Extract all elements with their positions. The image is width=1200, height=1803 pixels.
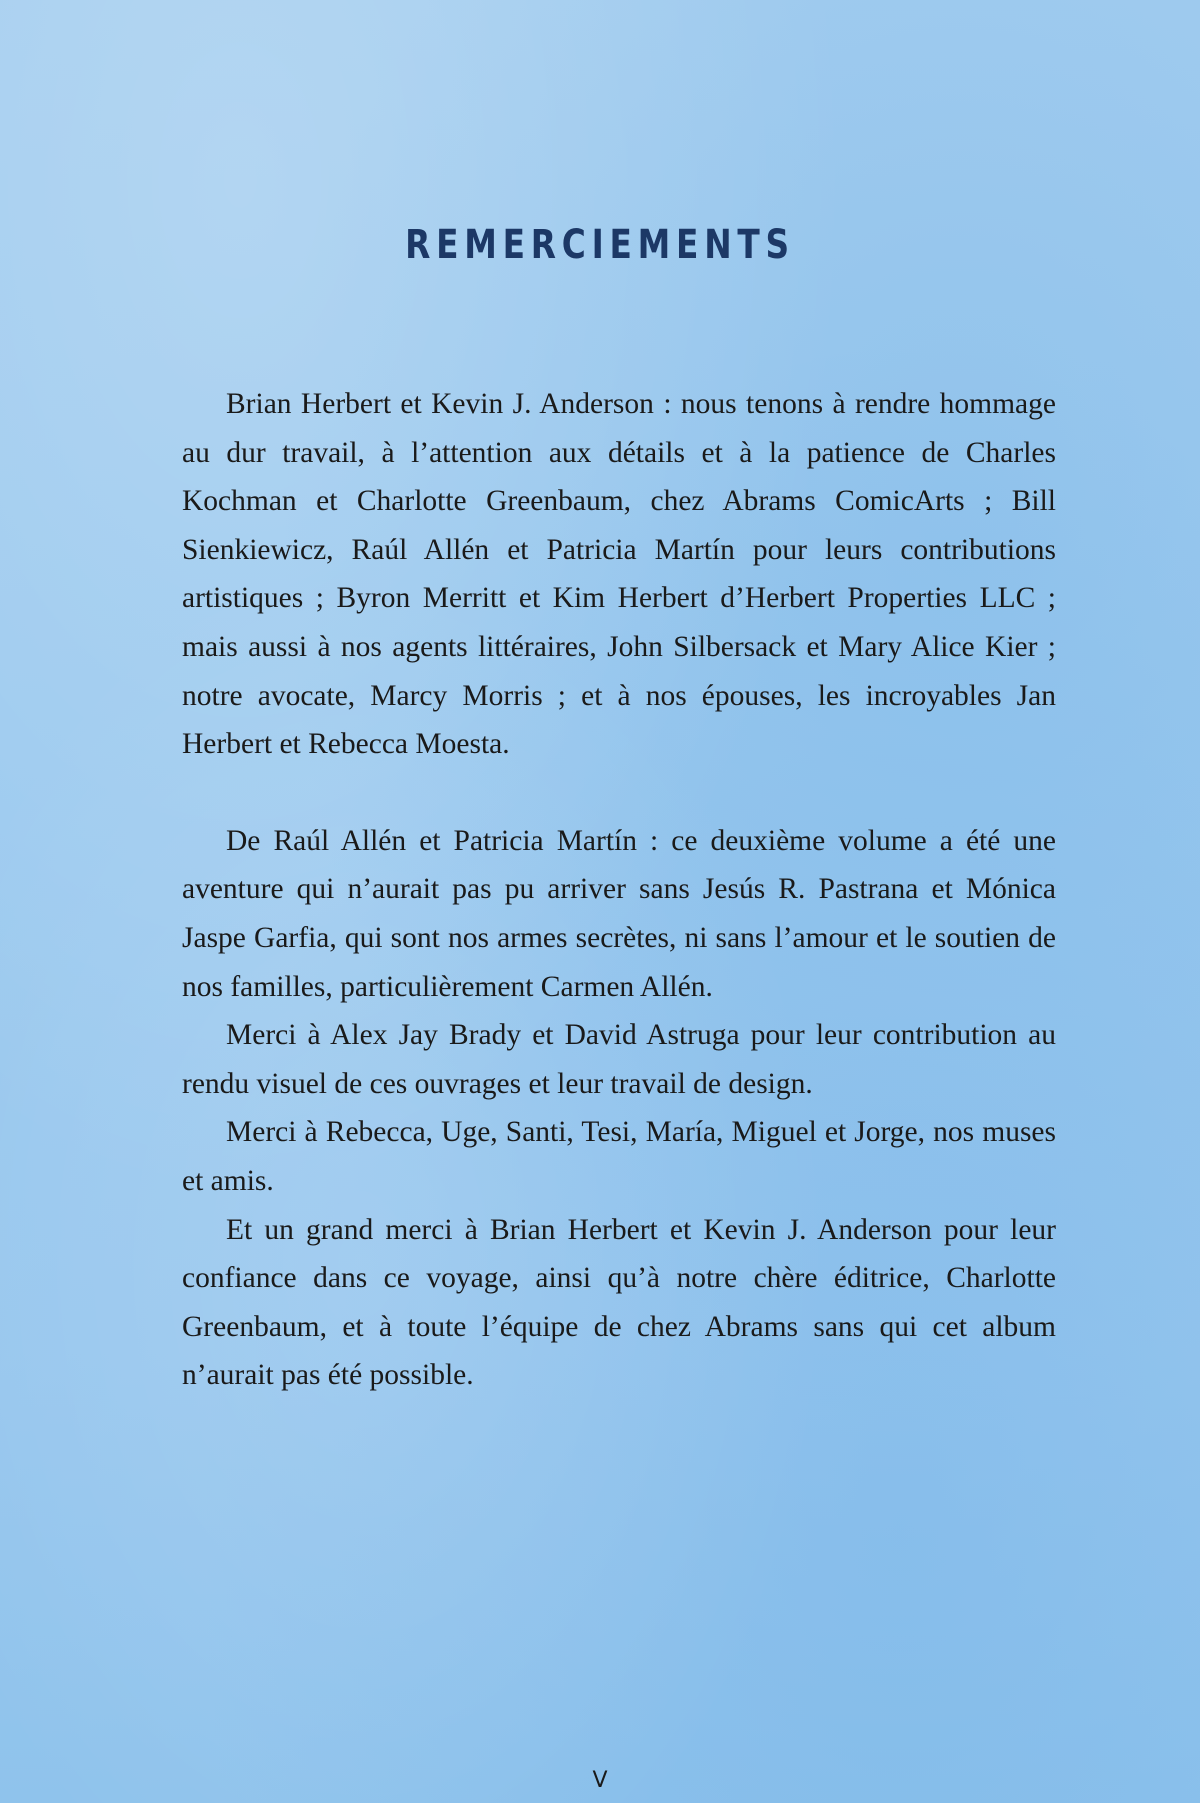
- page-title: REMERCIEMENTS: [405, 222, 795, 268]
- paragraph-design-thanks: Merci à Alex Jay Brady et David Astruga pour leur contribution au rendu visuel de ces ouvrages et leur travail de design.: [182, 1019, 1056, 1100]
- page-number: V: [592, 1768, 608, 1793]
- paragraph-artists: De Raúl Allén et Patricia Martín : ce deuxième volume a été une aventure qui n’aurait pas pu arriver sans Jesús R. Pastrana et Mónica Jaspe Garfia, qui sont nos armes secrètes, ni sans l’amour et le soutien de nos familles, particulièrement Carmen Allén.: [182, 824, 1056, 1003]
- paragraph-final-thanks: Et un grand merci à Brian Herbert et Kevin J. Anderson pour leur confiance dans ce voyage, ainsi qu’à notre chère éditrice, Charlotte Greenbaum, et à toute l’équipe de chez Abrams sans qui cet album n’aurait pas été possible.: [182, 1213, 1056, 1392]
- paragraph-muses-thanks: Merci à Rebecca, Uge, Santi, Tesi, María, Miguel et Jorge, nos muses et amis.: [182, 1116, 1056, 1197]
- acknowledgements-text: [182, 380, 1056, 1400]
- paragraph-authors: Brian Herbert et Kevin J. Anderson : nous tenons à rendre hommage au dur travail, à l’attention aux détails et à la patience de Charles Kochman et Charlotte Greenbaum, chez Abrams ComicArts ; Bill Sienkiewicz, Raúl Allén et Patricia Martín pour leurs contributions artistiques ; Byron Merritt et Kim Herbert d’Herbert Properties LLC ; mais aussi à nos agents littéraires, John Silbersack et Mary Alice Kier ; notre avocate, Marcy Morris ; et à nos épouses, les incroyables Jan Herbert et Rebecca Moesta.: [182, 388, 1056, 761]
